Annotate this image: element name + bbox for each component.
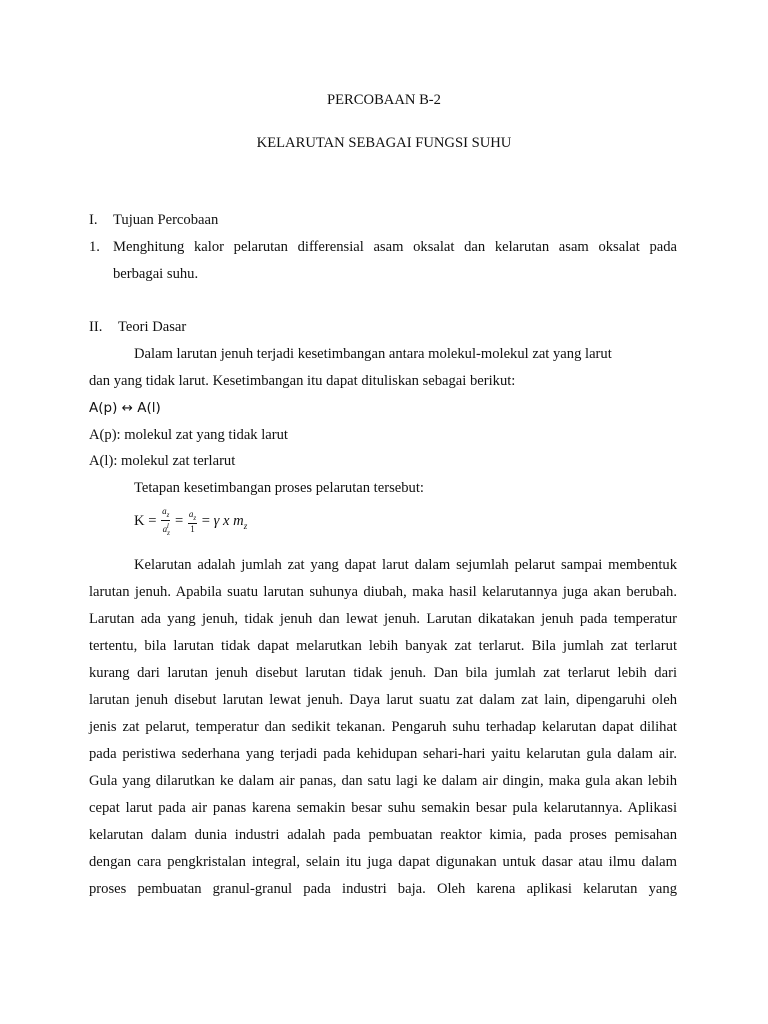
formula-equals-2: = <box>201 513 210 530</box>
theory-paragraph-2-line-2: larutan jenuh. Apabila suatu larutan suhunya diubah, maka hasil kelarutannya juga akan berubah. <box>89 584 677 600</box>
theory-paragraph-2-line-8: pada peristiwa sederhana yang terjadi pada kehidupan sehari-hari yaitu kelarutan gula dalam air. <box>89 746 677 762</box>
definition-undissolved: A(p): molekul zat yang tidak larut <box>89 427 288 443</box>
section-1-numeral: I. <box>89 212 98 228</box>
theory-paragraph-2-line-9: Gula yang dilarutkan ke dalam air panas, dan satu lagi ke dalam air dingin, maka gula akan lebih <box>89 773 677 789</box>
section-1-heading: Tujuan Percobaan <box>113 212 219 228</box>
formula-fraction-2: $\frac{a_z}{1}$ <box>188 509 197 535</box>
formula-rhs: γ x $m_z$ <box>213 513 248 532</box>
section-2-numeral: II. <box>89 319 103 335</box>
theory-paragraph-2-line-3: Larutan ada yang jenuh, tidak jenuh dan lewat jenuh. Larutan dikatakan jenuh pada temperatur <box>89 611 677 627</box>
theory-paragraph-2-line-13: proses pembuatan granul-granul pada industri baja. Oleh karena aplikasi kelarutan yang <box>89 881 677 897</box>
equilibrium-constant-formula <box>134 506 247 538</box>
formula-lhs: K = <box>134 513 157 530</box>
theory-paragraph-2-line-4: tertentu, bila larutan tidak dapat melarutkan lebih banyak zat terlarut. Bila jumlah zat terlarut <box>89 638 677 654</box>
equilibrium-equation: A(p) ↔ A(l) <box>89 400 161 416</box>
theory-paragraph-2-line-5: kurang dari larutan jenuh disebut larutan tidak jenuh. Dan bila jumlah zat terlarut lebih dari <box>89 665 677 681</box>
theory-paragraph-2-line-6: larutan jenuh disebut larutan lewat jenuh. Daya larut suatu zat dalam zat lain, dipengaruhi oleh <box>89 692 677 708</box>
theory-paragraph-2-line-10: cepat larut pada air panas karena semakin besar suhu semakin besar pula kelarutannya. Aplikasi <box>89 800 677 816</box>
document-title: PERCOBAAN B-2 <box>327 92 441 108</box>
theory-paragraph-2-line-12: dengan cara pengkristalan integral, selain itu juga dapat digunakan untuk dasar atau ilmu dalam <box>89 854 677 870</box>
theory-paragraph-2-line-11: kelarutan dalam dunia industri adalah pada pembuatan reaktor kimia, pada proses pemisahan <box>89 827 677 843</box>
section-2-heading: Teori Dasar <box>118 319 187 335</box>
definition-dissolved: A(l): molekul zat terlarut <box>89 453 236 469</box>
formula-equals-1: = <box>174 513 184 530</box>
objective-item-number: 1. <box>89 239 100 255</box>
theory-paragraph-2-line-7: jenis zat pelarut, temperatur dan sedikit tekanan. Pengaruh suhu terhadap kelarutan dapat dilihat <box>89 719 677 735</box>
formula-fraction-1: $\frac{a_z}{a_z^l}$ <box>162 506 170 537</box>
theory-paragraph-1-line-1: Dalam larutan jenuh terjadi kesetimbangan antara molekul-molekul zat yang larut <box>134 346 612 362</box>
theory-paragraph-2-line-1: Kelarutan adalah jumlah zat yang dapat larut dalam sejumlah pelarut sampai membentuk <box>134 557 677 573</box>
objective-item-line-2: berbagai suhu. <box>113 266 199 282</box>
objective-item-line-1: Menghitung kalor pelarutan differensial asam oksalat dan kelarutan asam oksalat pada <box>113 239 677 255</box>
document-subtitle: KELARUTAN SEBAGAI FUNGSI SUHU <box>256 135 512 151</box>
equilibrium-constant-intro: Tetapan kesetimbangan proses pelarutan tersebut: <box>134 480 424 496</box>
theory-paragraph-1-line-2: dan yang tidak larut. Kesetimbangan itu dapat dituliskan sebagai berikut: <box>89 373 516 389</box>
